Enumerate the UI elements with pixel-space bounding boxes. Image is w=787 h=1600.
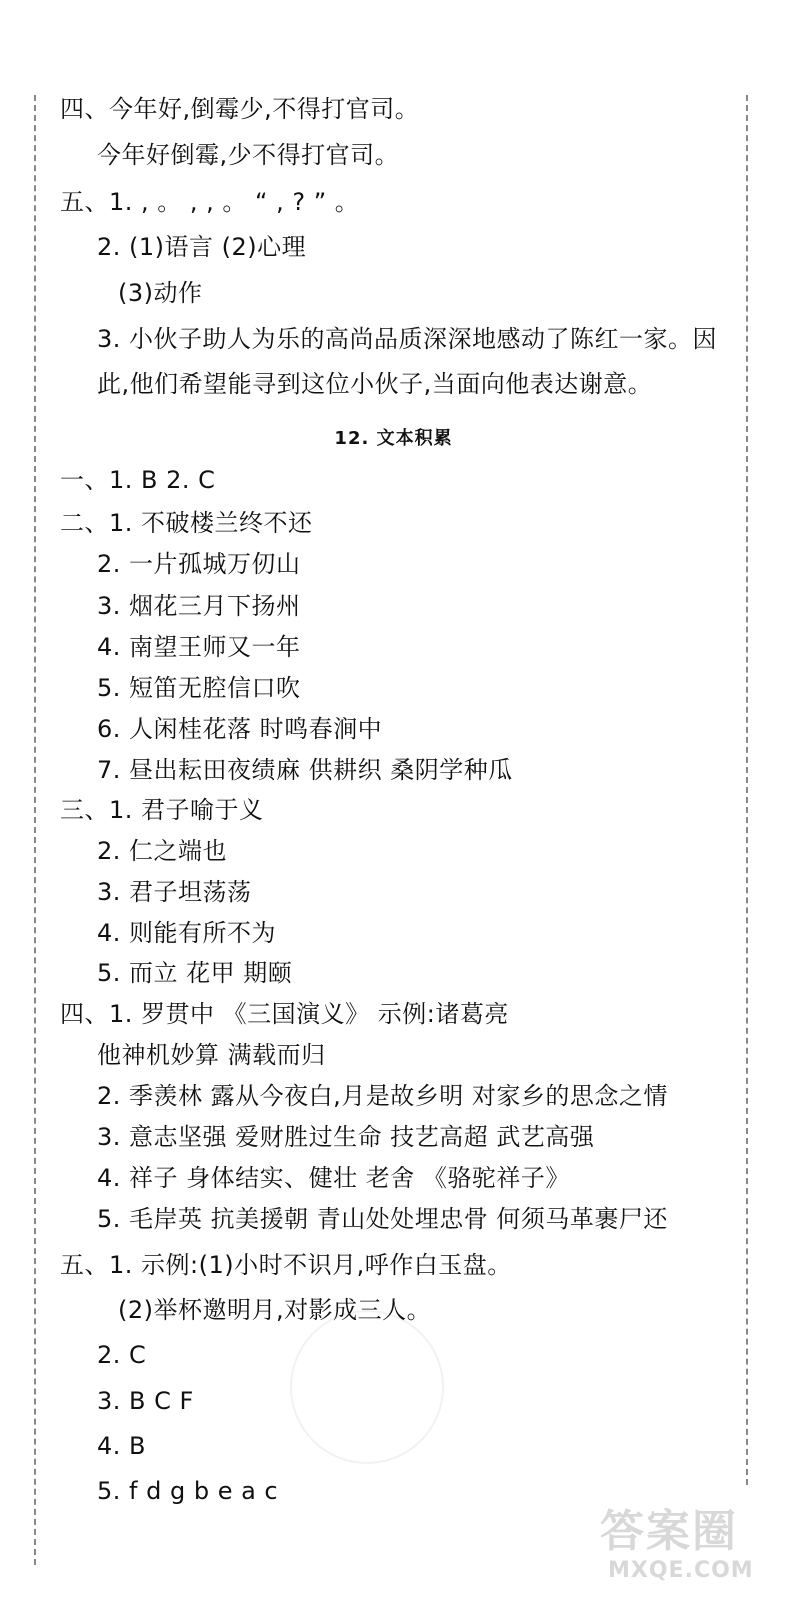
answer-line: 2. C — [97, 1341, 147, 1369]
answer-line: 他神机妙算 满载而归 — [97, 1041, 326, 1069]
answer-line: 5. 毛岸英 抗美援朝 青山处处埋忠骨 何须马革裹尸还 — [97, 1205, 668, 1233]
answer-line: 一、1. B 2. C — [60, 466, 216, 494]
answer-line: 5. f d g b e a c — [97, 1477, 279, 1505]
answer-line: 3. 烟花三月下扬州 — [97, 592, 301, 620]
answer-line: 2. 季羡林 露从今夜白,月是故乡明 对家乡的思念之情 — [97, 1082, 668, 1110]
answer-line: 2. 一片孤城万仞山 — [97, 550, 301, 578]
answer-line: 6. 人闲桂花落 时鸣春涧中 — [97, 715, 383, 743]
answer-line: 四、1. 罗贯中 《三国演义》 示例:诸葛亮 — [60, 1000, 509, 1028]
answer-line: 三、1. 君子喻于义 — [60, 796, 264, 824]
watermark-text-cn: 答案圈 — [600, 1506, 738, 1557]
answer-line: 五、1. , 。 , , 。 “ , ? ” 。 — [60, 188, 360, 216]
answer-line: 五、1. 示例:(1)小时不识月,呼作白玉盘。 — [60, 1251, 512, 1279]
answer-line: 今年好倒霉,少不得打官司。 — [97, 141, 400, 169]
answer-line: (3)动作 — [118, 279, 203, 307]
answer-line: (2)举杯邀明月,对影成三人。 — [118, 1296, 432, 1324]
answer-line: 3. B C F — [97, 1387, 194, 1415]
site-watermark — [600, 1508, 770, 1588]
answer-line: 3. 君子坦荡荡 — [97, 878, 252, 906]
answer-line: 四、今年好,倒霉少,不得打官司。 — [60, 95, 420, 123]
answer-line: 4. 祥子 身体结实、健壮 老舍 《骆驼祥子》 — [97, 1164, 570, 1192]
right-dashed-border — [746, 95, 748, 1485]
watermark-text-en: MXQE.COM — [608, 1558, 754, 1583]
answer-line: 7. 昼出耘田夜绩麻 供耕织 桑阴学种瓜 — [97, 756, 513, 784]
answer-line: 4. 南望王师又一年 — [97, 633, 301, 661]
faint-seal-stamp — [290, 1310, 444, 1464]
answer-line: 4. B — [97, 1432, 146, 1460]
answer-line: 2. 仁之端也 — [97, 837, 228, 865]
answer-line: 二、1. 不破楼兰终不还 — [60, 509, 313, 537]
section-title: 12. 文本积累 — [334, 428, 453, 449]
answer-line: 4. 则能有所不为 — [97, 919, 277, 947]
answer-line: 3. 意志坚强 爱财胜过生命 技艺高超 武艺高强 — [97, 1123, 595, 1151]
answer-line: 3. 小伙子助人为乐的高尚品质深深地感动了陈红一家。因 — [97, 325, 718, 353]
answer-line: 2. (1)语言 (2)心理 — [97, 233, 307, 261]
answer-line: 此,他们希望能寻到这位小伙子,当面向他表达谢意。 — [97, 370, 653, 398]
answer-line: 5. 而立 花甲 期颐 — [97, 959, 293, 987]
left-dashed-border — [34, 95, 36, 1565]
answer-line: 5. 短笛无腔信口吹 — [97, 674, 301, 702]
